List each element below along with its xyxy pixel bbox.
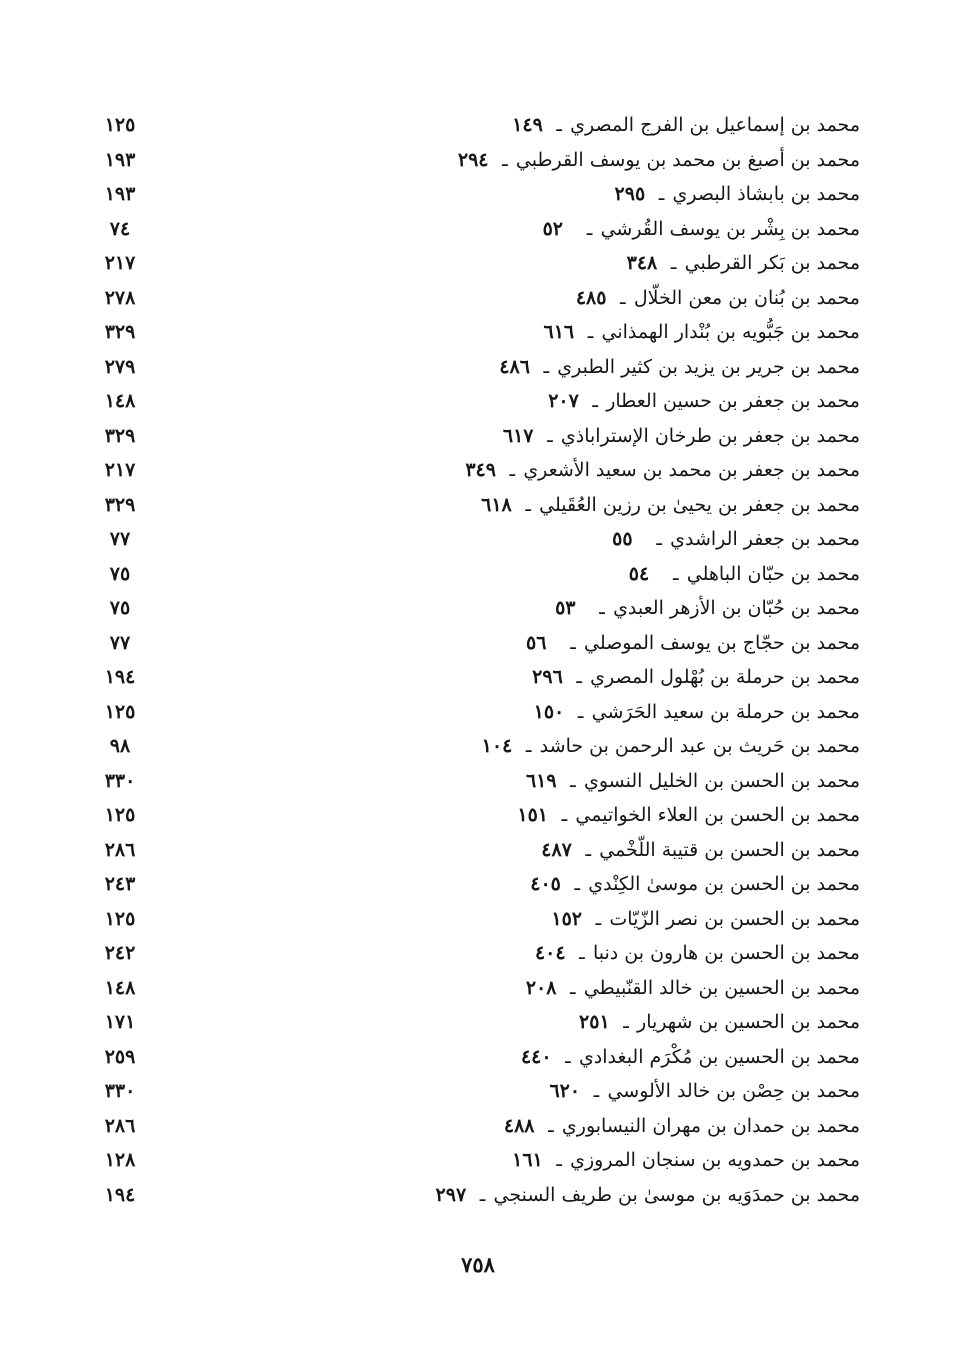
index-entry — [90, 729, 860, 764]
entry-number: ١٦١ — [512, 1149, 543, 1172]
entry-page-number: ٣٣٠ — [104, 1080, 136, 1103]
entry-separator: ـ — [547, 424, 553, 447]
entry-number: ٤٨٥ — [575, 286, 607, 309]
index-entry — [90, 453, 860, 488]
index-entry — [90, 660, 860, 695]
entry-right-part — [504, 1115, 860, 1137]
entry-name: محمد بن حمدَوَيه بن موسىٰ بن طريف السنجي — [493, 1183, 860, 1206]
entry-page-number: ٢٥٩ — [104, 1045, 136, 1068]
entry-separator: ـ — [479, 1183, 486, 1206]
entry-name: محمد بن أصبغ بن محمد بن يوسف القرطبي — [515, 148, 860, 171]
index-entry — [90, 557, 860, 592]
entry-name: محمد بن الحسين بن مُكْرَم البغدادي — [578, 1045, 860, 1068]
index-entry — [90, 315, 860, 350]
entry-number: ١٥١ — [517, 804, 548, 827]
entry-number: ١٤٩ — [512, 114, 543, 137]
entry-name: محمد بن حرملة بن بُهْلول المصري — [590, 666, 860, 689]
entry-right-part — [517, 804, 860, 826]
entry-separator: ـ — [656, 528, 662, 551]
entry-page-number: ١٢٥ — [104, 114, 136, 137]
entry-name: محمد بن الحسن بن هارون بن دنبا — [592, 942, 860, 965]
entry-separator: ـ — [525, 493, 531, 516]
entry-page-number: ١٢٨ — [104, 1149, 136, 1172]
index-entry — [90, 419, 860, 454]
entry-page-number: ٩٨ — [109, 735, 131, 758]
entry-right-part — [627, 252, 860, 274]
entry-number: ٤٨٨ — [503, 1114, 535, 1137]
entry-name: محمد بن الحسن بن الخليل النسوي — [583, 769, 860, 792]
entry-name: محمد بن جعفر بن محمد بن سعيد الأشعري — [523, 459, 860, 482]
entry-separator: ـ — [570, 769, 576, 792]
entry-number: ٥٦ — [526, 631, 547, 654]
index-entry — [90, 1143, 860, 1178]
entry-page-number: ٣٣٠ — [104, 769, 136, 792]
index-entry — [90, 143, 860, 178]
entry-number: ٢٩٤ — [457, 148, 489, 171]
entry-name: محمد بن حَريث بن عبد الرحمن بن حاشد — [539, 735, 860, 758]
entry-name: محمد بن بَكر القرطبي — [684, 252, 860, 275]
index-entry — [90, 1040, 860, 1075]
entry-separator: ـ — [565, 1045, 571, 1068]
entry-separator: ـ — [595, 907, 602, 930]
entry-page-number: ١٤٨ — [104, 976, 136, 999]
entry-page-number: ٢٤٢ — [104, 942, 136, 965]
entry-name: محمد بن حجّاج بن يوسف الموصلي — [584, 631, 860, 654]
entry-name: محمد بن حرملة بن سعيد الحَرَشي — [591, 700, 860, 723]
index-entry — [90, 798, 860, 833]
entry-name: محمد بن الحسن بن نصر الزّيّات — [609, 907, 860, 930]
entry-page-number: ١٢٥ — [104, 700, 136, 723]
entry-number: ٤٤٠ — [520, 1045, 552, 1068]
entry-name: محمد بن بِشْر بن يوسف القُرشي — [600, 217, 860, 240]
entry-name: محمد بن حِصْن بن خالد الألوسي — [607, 1080, 860, 1103]
entry-number: ٦١٦ — [543, 321, 575, 344]
index-entry — [90, 867, 860, 902]
entry-right-part — [535, 942, 860, 964]
entry-number: ٥٥ — [612, 528, 633, 551]
index-entry — [90, 1074, 860, 1109]
entry-page-number: ٢٤٣ — [104, 873, 136, 896]
entry-separator: ـ — [543, 355, 550, 378]
entry-number: ١٥٠ — [533, 700, 565, 723]
entry-number: ٤٨٦ — [499, 355, 530, 378]
entry-right-part — [534, 701, 860, 723]
entry-separator: ـ — [579, 942, 585, 965]
entry-right-part — [579, 1011, 860, 1033]
entry-separator: ـ — [587, 321, 594, 344]
entry-page-number: ٢٨٦ — [104, 838, 136, 861]
entry-right-part — [543, 218, 860, 240]
index-entry — [90, 522, 860, 557]
entry-page-number: ٢١٧ — [104, 252, 136, 275]
entry-separator: ـ — [556, 1149, 562, 1172]
entry-name: محمد بن بُنان بن معن الخلّال — [633, 286, 860, 309]
entry-right-part — [481, 494, 860, 516]
entry-page-number: ٧٥ — [109, 562, 131, 585]
index-entry — [90, 936, 860, 971]
entry-number: ٤٠٤ — [534, 942, 566, 965]
entry-name: محمد بن حمدويه بن سنجان المروزي — [570, 1149, 860, 1172]
index-entry — [90, 108, 860, 143]
entry-name: محمد بن بابشاذ البصري — [672, 183, 860, 206]
entry-number: ٥٢ — [542, 217, 563, 240]
entry-separator: ـ — [620, 286, 626, 309]
entry-separator: ـ — [570, 976, 576, 999]
entry-page-number: ٣٢٩ — [104, 424, 136, 447]
entry-name: محمد بن جعفر الراشدي — [670, 528, 860, 551]
entry-page-number: ١٧١ — [104, 1011, 136, 1034]
entry-name: محمد بن جرير بن يزيد بن كثير الطبري — [557, 355, 860, 378]
entry-page-number: ٧٤ — [109, 217, 131, 240]
entry-page-number: ٢٧٨ — [104, 286, 136, 309]
entry-separator: ـ — [502, 148, 508, 171]
index-entry — [90, 246, 860, 281]
entry-right-part — [499, 356, 860, 378]
entry-separator: ـ — [556, 114, 562, 137]
entry-number: ٦١٩ — [525, 769, 557, 792]
entry-separator: ـ — [672, 562, 679, 585]
entry-number: ٤٠٥ — [530, 873, 561, 896]
entry-name: محمد بن جعفر بن حسين العطار — [606, 390, 860, 413]
index-entry — [90, 591, 860, 626]
entry-page-number: ١٤٨ — [104, 390, 136, 413]
index-entry — [90, 1178, 860, 1213]
entry-separator: ـ — [599, 597, 605, 620]
entry-page-number: ١٩٤ — [104, 666, 136, 689]
index-entry — [90, 1005, 860, 1040]
entry-right-part — [532, 666, 860, 688]
entry-right-part — [543, 321, 860, 343]
entry-right-part — [615, 183, 860, 205]
entry-right-part — [512, 114, 860, 136]
entry-right-part — [629, 563, 860, 585]
entry-right-part — [526, 632, 860, 654]
entry-right-part — [555, 597, 860, 619]
index-entry — [90, 695, 860, 730]
index-list — [90, 108, 860, 1212]
entry-separator: ـ — [561, 804, 568, 827]
entry-page-number: ٧٧ — [109, 528, 131, 551]
entry-separator: ـ — [658, 183, 665, 206]
page-number: ٧٥٨ — [461, 1252, 495, 1277]
entry-number: ٥٣ — [555, 597, 576, 620]
entry-separator: ـ — [509, 459, 516, 482]
entry-page-number: ٧٥ — [109, 597, 131, 620]
entry-number: ٦١٧ — [502, 424, 534, 447]
entry-right-part — [465, 459, 860, 481]
entry-number: ٥٤ — [628, 562, 650, 585]
entry-separator: ـ — [576, 666, 582, 689]
entry-name: محمد بن الحسن بن موسىٰ الكِنْدي — [588, 873, 860, 896]
entry-number: ٣٤٩ — [465, 459, 496, 482]
entry-right-part — [436, 1184, 860, 1206]
entry-name: محمد بن جعفر بن يحيىٰ بن رزين العُقَيلي — [539, 493, 860, 516]
entry-page-number: ٣٢٩ — [104, 321, 136, 344]
entry-name: محمد بن جعفر بن طرخان الإستراباذي — [560, 424, 860, 447]
entry-separator: ـ — [570, 631, 576, 654]
entry-page-number: ٧٧ — [109, 631, 131, 654]
entry-separator: ـ — [593, 1080, 600, 1103]
entry-name: محمد بن حمدان بن مهران النيسابوري — [561, 1114, 860, 1137]
entry-number: ٤٨٧ — [541, 838, 572, 861]
index-entry — [90, 384, 860, 419]
entry-right-part — [503, 425, 860, 447]
index-entry — [90, 626, 860, 661]
entry-number: ٣٤٨ — [626, 252, 658, 275]
entry-number: ٢٠٧ — [548, 390, 579, 413]
entry-right-part — [548, 390, 860, 412]
entry-page-number: ١٩٤ — [104, 1183, 136, 1206]
index-entry — [90, 177, 860, 212]
entry-number: ٢٩٦ — [532, 666, 563, 689]
entry-name: محمد بن إسماعيل بن الفرج المصري — [570, 114, 860, 137]
entry-separator: ـ — [525, 735, 532, 758]
entry-number: ٢٩٧ — [435, 1183, 467, 1206]
entry-separator: ـ — [577, 700, 584, 723]
entry-number: ٦٢٠ — [549, 1080, 581, 1103]
entry-separator: ـ — [586, 217, 593, 240]
entry-number: ٢٠٨ — [525, 976, 557, 999]
entry-number: ١٠٤ — [481, 735, 513, 758]
entry-page-number: ١٢٥ — [104, 804, 136, 827]
entry-name: محمد بن الحسن بن العلاء الخواتيمي — [575, 804, 860, 827]
entry-separator: ـ — [548, 1114, 554, 1137]
index-entry — [90, 1109, 860, 1144]
entry-right-part — [521, 1046, 860, 1068]
entry-right-part — [612, 528, 860, 550]
entry-page-number: ١٩٣ — [104, 183, 136, 206]
entry-number: ١٥٢ — [551, 907, 583, 930]
entry-separator: ـ — [592, 390, 598, 413]
entry-name: محمد بن حُبّان بن الأزهر العبدي — [613, 597, 860, 620]
entry-number: ٢٩٥ — [614, 183, 646, 206]
entry-number: ٢٥١ — [579, 1011, 610, 1034]
entry-right-part — [551, 908, 860, 930]
entry-name: محمد بن الحسين بن خالد القنّبيطي — [583, 976, 860, 999]
entry-right-part — [512, 1149, 860, 1171]
entry-number: ٦١٨ — [481, 493, 512, 516]
entry-page-number: ١٩٣ — [104, 148, 136, 171]
entry-page-number: ٢٧٩ — [104, 355, 136, 378]
entry-right-part — [526, 977, 860, 999]
entry-name: محمد بن الحسين بن شهريار — [637, 1011, 860, 1034]
entry-right-part — [526, 770, 860, 792]
entry-right-part — [549, 1080, 860, 1102]
index-entry — [90, 971, 860, 1006]
entry-right-part — [458, 149, 860, 171]
index-entry — [90, 764, 860, 799]
index-entry — [90, 488, 860, 523]
entry-separator: ـ — [670, 252, 677, 275]
entry-right-part — [482, 735, 860, 757]
entry-right-part — [541, 839, 860, 861]
entry-name: محمد بن حبّان الباهلي — [686, 562, 860, 585]
index-entry — [90, 350, 860, 385]
entry-separator: ـ — [574, 873, 581, 896]
entry-page-number: ١٢٥ — [104, 907, 136, 930]
index-entry — [90, 902, 860, 937]
entry-page-number: ٢١٧ — [104, 459, 136, 482]
entry-page-number: ٣٢٩ — [104, 493, 136, 516]
entry-right-part — [530, 873, 860, 895]
entry-right-part — [576, 287, 860, 309]
index-entry — [90, 281, 860, 316]
entry-separator: ـ — [623, 1011, 629, 1034]
entry-page-number: ٢٨٦ — [104, 1114, 136, 1137]
entry-name: محمد بن الحسن بن قتيبة اللّخْمي — [599, 838, 860, 861]
entry-name: محمد بن جَبُّويه بن بُنْدار الهمذاني — [601, 321, 860, 344]
index-entry — [90, 833, 860, 868]
index-entry — [90, 212, 860, 247]
entry-separator: ـ — [585, 838, 592, 861]
